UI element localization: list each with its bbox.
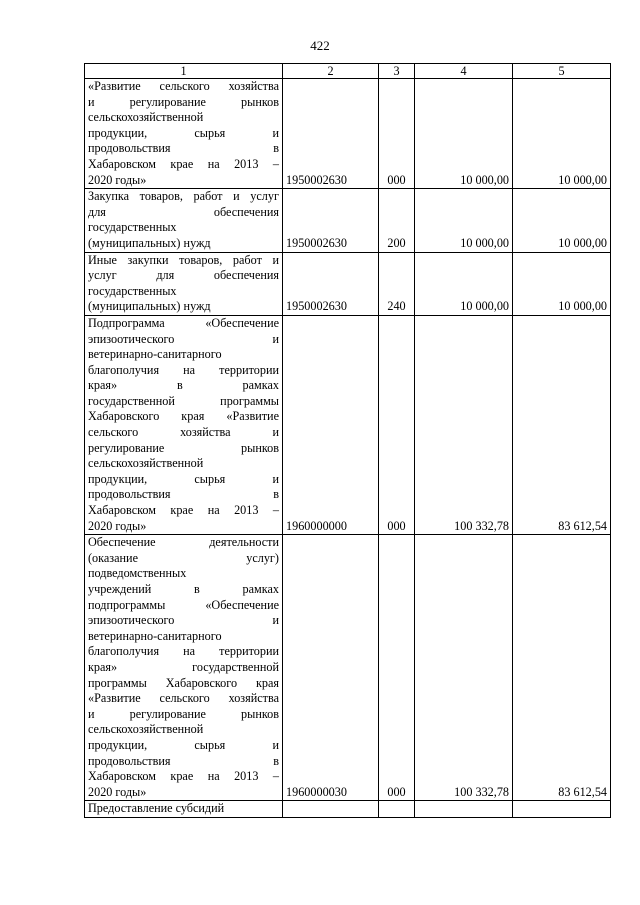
row-name-line: учреждений в рамках (88, 582, 279, 596)
row-name-line: Предоставление субсидий (88, 801, 225, 816)
row-name-line: и регулирование рынков (88, 94, 279, 109)
row-name-cell (85, 79, 283, 189)
row-code-cell: 1960000000 (283, 315, 379, 534)
row-code-cell: 1950002630 (283, 252, 379, 315)
row-name-line: Хабаровском крае на 2013 – (88, 769, 279, 784)
row-name-line: подведомственных (88, 566, 187, 581)
row-sum1-cell: 10 000,00 (415, 252, 513, 315)
row-name-line: края» в рамках (88, 378, 279, 393)
row-name-line: государственной программы (88, 393, 279, 408)
row-sum2-cell: 10 000,00 (513, 189, 611, 252)
row-vr-cell: 000 (379, 535, 415, 801)
row-vr-cell: 000 (379, 79, 415, 189)
row-name-line: 2020 годы» (88, 172, 147, 187)
row-name-cell (85, 535, 283, 801)
row-name-line: государственных (88, 220, 177, 235)
row-name-line: благополучия на территории (88, 362, 279, 377)
table-row (85, 189, 611, 252)
row-name-line: и регулирование рынков (88, 706, 279, 721)
row-sum1-cell: 10 000,00 (415, 79, 513, 189)
row-name-line: продовольствия в (88, 487, 279, 502)
row-name-line: продукции, сырья и (88, 471, 279, 486)
row-sum1-cell (415, 801, 513, 818)
row-name-cell (85, 252, 283, 315)
row-code-cell: 1950002630 (283, 189, 379, 252)
row-code-cell (283, 801, 379, 818)
header-cell: 4 (415, 64, 513, 79)
row-name-line: Хабаровском крае на 2013 – (88, 156, 279, 171)
table-row (85, 535, 611, 801)
row-name-line: продовольствия в (88, 141, 279, 156)
row-sum1-cell: 100 332,78 (415, 315, 513, 534)
row-name-line: подпрограммы «Обеспечение (88, 597, 279, 612)
row-sum2-cell (513, 801, 611, 818)
row-name-line: «Развитие сельского хозяйства (88, 79, 279, 93)
row-name-line: для обеспечения (88, 204, 279, 219)
row-name-line: сельского хозяйства и (88, 425, 279, 440)
row-name-line: (муниципальных) нужд (88, 235, 211, 250)
row-name-line: (оказание услуг) (88, 550, 279, 565)
row-name-line: края» государственной (88, 659, 279, 674)
page-number: 422 (310, 38, 330, 53)
row-name-line: эпизоотического и (88, 613, 279, 628)
row-vr-cell: 200 (379, 189, 415, 252)
row-name-line: ветеринарно-санитарного (88, 347, 222, 362)
row-name-line: «Развитие сельского хозяйства (88, 691, 279, 706)
row-sum2-cell: 83 612,54 (513, 535, 611, 801)
row-name-cell (85, 315, 283, 534)
row-name-line: сельскохозяйственной (88, 456, 204, 471)
header-row (85, 64, 611, 79)
row-name-line: (муниципальных) нужд (88, 299, 211, 314)
row-name-line: ветеринарно-санитарного (88, 628, 222, 643)
row-name-line: Подпрограмма «Обеспечение (88, 315, 279, 330)
row-sum1-cell: 100 332,78 (415, 535, 513, 801)
row-sum2-cell: 10 000,00 (513, 252, 611, 315)
row-vr-cell (379, 801, 415, 818)
table-row (85, 79, 611, 189)
row-name-line: продукции, сырья и (88, 125, 279, 140)
row-name-line: эпизоотического и (88, 331, 279, 346)
header-cell: 2 (283, 64, 379, 79)
row-name-cell (85, 801, 283, 818)
row-name-line: сельскохозяйственной (88, 722, 204, 737)
header-cell: 5 (513, 64, 611, 79)
row-vr-cell: 000 (379, 315, 415, 534)
row-name-line: продовольствия в (88, 753, 279, 768)
row-sum2-cell: 10 000,00 (513, 79, 611, 189)
row-name-line: Закупка товаров, работ и услуг (88, 189, 279, 204)
row-name-line: услуг для обеспечения (88, 268, 279, 283)
row-name-line: государственных (88, 283, 177, 298)
row-name-line: продукции, сырья и (88, 737, 279, 752)
row-sum2-cell: 83 612,54 (513, 315, 611, 534)
row-name-line: благополучия на территории (88, 644, 279, 659)
row-name-line: Хабаровского края «Развитие (88, 409, 279, 424)
table-row (85, 801, 611, 818)
table-row (85, 315, 611, 534)
header-cell: 3 (379, 64, 415, 79)
row-vr-cell: 240 (379, 252, 415, 315)
row-name-line: Хабаровском крае на 2013 – (88, 503, 279, 518)
row-name-line: регулирование рынков (88, 440, 279, 455)
row-name-line: 2020 годы» (88, 784, 147, 799)
budget-table (84, 63, 611, 818)
row-name-cell (85, 189, 283, 252)
row-name-line: Иные закупки товаров, работ и (88, 252, 279, 267)
row-name-line: Обеспечение деятельности (88, 535, 279, 550)
row-name-line: 2020 годы» (88, 518, 147, 533)
header-cell: 1 (85, 64, 283, 79)
row-code-cell: 1960000030 (283, 535, 379, 801)
row-name-line: программы Хабаровского края (88, 675, 279, 690)
row-code-cell: 1950002630 (283, 79, 379, 189)
row-name-line: сельскохозяйственной (88, 110, 204, 125)
row-sum1-cell: 10 000,00 (415, 189, 513, 252)
table-row (85, 252, 611, 315)
